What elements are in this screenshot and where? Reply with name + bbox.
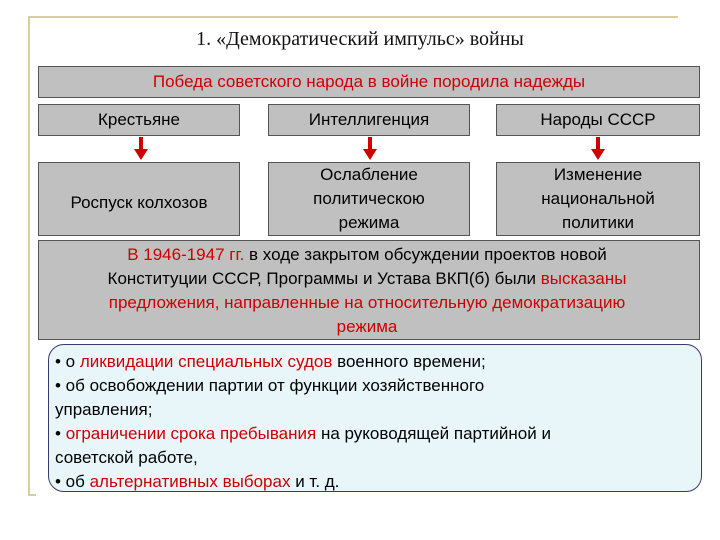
list-item: • об освобождении партии от функции хозяйственного (55, 376, 485, 395)
list-text: • о (55, 352, 80, 371)
arrow-down-icon (588, 137, 608, 161)
result-text: Роспуск колхозов (70, 193, 208, 212)
list-highlight: ограничении срока пребывания (65, 424, 317, 443)
header-box: Победа советского народа в войне породила надежды (38, 66, 700, 98)
list-text: • об (55, 472, 90, 491)
result-line: национальной (541, 189, 655, 208)
result-line: Изменение (553, 165, 643, 184)
list-text: военного времени; (332, 352, 486, 371)
list-item (55, 422, 693, 446)
arrow-down-icon (131, 137, 151, 161)
proposals-list (48, 344, 702, 492)
category-peasants: Крестьяне (38, 104, 240, 136)
list-highlight: ликвидации специальных судов (79, 352, 333, 371)
result-intelligentsia (268, 162, 470, 236)
summary-line-4: режима (336, 317, 398, 336)
frame-top-line (28, 16, 678, 18)
frame-left-line (28, 16, 30, 496)
list-item-cont: советской работе, (55, 448, 198, 467)
list-text: и т. д. (290, 472, 340, 491)
list-item-cont: управления; (55, 400, 153, 419)
arrow-down-icon (360, 137, 380, 161)
result-line: режима (338, 213, 400, 232)
summary-line-2 (35, 267, 699, 291)
list-item (55, 470, 693, 494)
result-line: Ослабление (320, 165, 418, 184)
summary-text: Конституции СССР, Программы и Устава ВКП(б) были (107, 269, 541, 288)
category-intelligentsia: Интеллигенция (268, 104, 470, 136)
list-text: на руководящей партийной и (316, 424, 551, 443)
summary-date: В 1946-1947 гг. (127, 245, 245, 264)
summary-line-1 (35, 243, 699, 267)
category-peoples: Народы СССР (496, 104, 700, 136)
list-item (55, 350, 693, 374)
result-peasants (38, 162, 240, 236)
list-highlight: альтернативных выборах (89, 472, 291, 491)
summary-box (38, 240, 700, 340)
list-text: • (55, 424, 66, 443)
result-peoples (496, 162, 700, 236)
summary-text: в ходе закрытом обсуждении проектов новой (244, 245, 607, 264)
frame-bottom-tick (28, 494, 36, 496)
summary-highlight: высказаны (540, 269, 627, 288)
result-line: политическою (313, 189, 425, 208)
page-title: 1. «Демократический импульс» войны (196, 28, 524, 50)
summary-line-3: предложения, направленные на относительную демократизацию (108, 293, 626, 312)
result-line: политики (562, 213, 634, 232)
